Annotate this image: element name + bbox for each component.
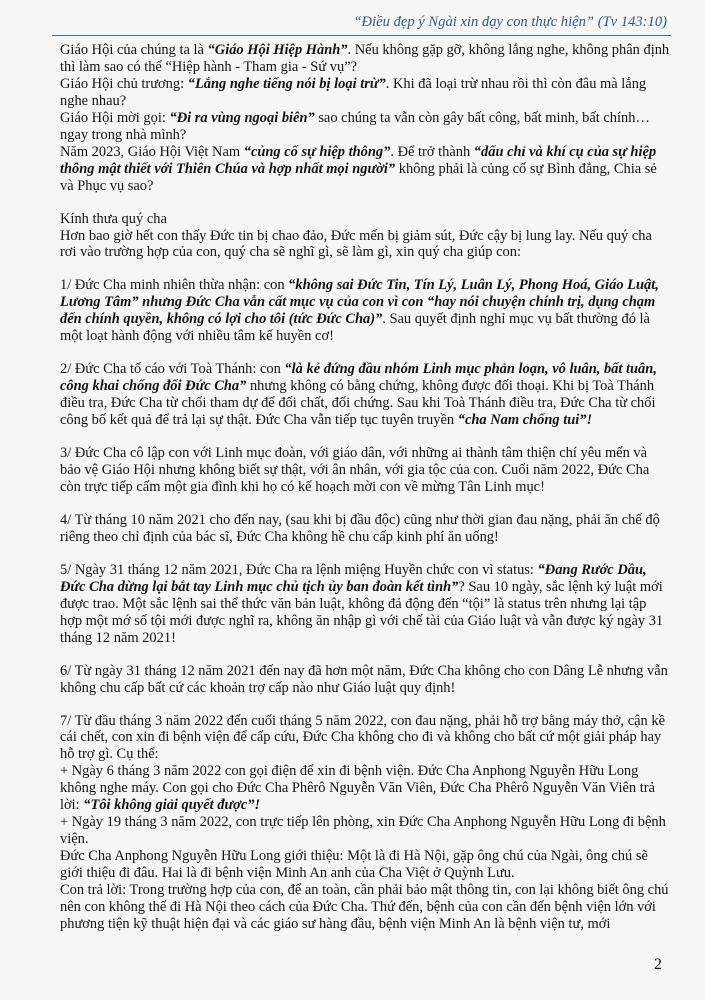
header-divider	[52, 35, 671, 36]
page-number: 2	[654, 956, 662, 973]
list-item-7b: + Ngày 19 tháng 3 năm 2022, con trực tiếp lên phòng, xin Đức Cha Anphong Nguyễn Hữu Long đi bệnh viện.	[60, 814, 666, 848]
list-item-4: 4/ Từ tháng 10 năm 2021 cho đến nay, (sau khi bị đầu độc) cũng như thời gian đau nặng, phải ăn chế độ riêng theo chỉ định của bác sĩ, Đức Cha không hề chu cấp kinh phí ăn uống!	[60, 511, 660, 545]
list-item-3: 3/ Đức Cha cô lập con với Linh mục đoàn, với giáo dân, với những ai thành tâm thiện chí yêu mến và bảo vệ Giáo Hội nhưng không biết sự thật, với ân nhân, với gia tộc của con. Cuối năm 2022, Đức Cha còn trực tiếp cấm một gia đình khi họ có kế hoạch mời con về mừng Tân Linh mục!	[60, 445, 650, 495]
header-quote: “Điều đẹp ý Ngài xin dạy con thực hiện” (Tv 143:10)	[353, 14, 667, 30]
list-item-5: 5/ Ngày 31 tháng 12 năm 2021, Đức Cha ra lệnh miệng Huyền chức con vì status: “Đang Rước Dầu, Đức Cha dừng lại bắt tay Linh mục chủ tịch ủy ban đoàn kết tình”? Sau 10 ngày, sắc lệnh kỷ luật mới được trao. Một sắc lệnh sai thể thức văn bản luật, không đả động đến “tội” là status trên nhưng lại tập hợp một mớ số tội mới được nghĩ ra, không ăn nhập gì với chế tài của Giáo luật và vẫn được ký ngày 31 tháng 12 năm 2021!	[60, 561, 664, 646]
greeting: Kính thưa quý cha	[60, 210, 167, 227]
paragraph-synodal-church: Giáo Hội của chúng ta là “Giáo Hội Hiệp Hành”. Nếu không gặp gỡ, không lắng nghe, không phân định thì làm sao có thể “Hiệp hành - Tham gia - Sứ vụ”?	[60, 42, 670, 75]
list-item-7c: Đức Cha Anphong Nguyễn Hữu Long giới thiệu: Một là đi Hà Nội, gặp ông chú của Ngài, ông chú sẽ giới thiệu đi đâu. Hai là đi bệnh viện Minh An anh của Cha Việt ở Quỳnh Lưu.	[60, 848, 648, 882]
paragraph-listening: Giáo Hội chủ trương: “Lắng nghe tiếng nói bị loại trừ”. Khi đã loại trừ nhau rồi thì còn đâu mà lắng nghe nhau?	[60, 75, 647, 109]
intro-paragraph: Hơn bao giờ hết con thấy Đức tin bị chao đảo, Đức mến bị giảm sút, Đức cậy bị lung lay. Nếu quý cha rơi vào trường hợp của con, quý cha sẽ nghĩ gì, sẽ làm gì, xin quý cha giúp con:	[60, 227, 652, 261]
list-item-6: 6/ Từ ngày 31 tháng 12 năm 2021 đến nay đã hơn một năm, Đức Cha không cho con Dâng Lễ nhưng vẫn không chu cấp bất cứ các khoản trợ cấp nào như Giáo luật quy định!	[60, 662, 668, 696]
list-item-7: 7/ Từ đầu tháng 3 năm 2022 đến cuối tháng 5 năm 2022, con đau nặng, phải hỗ trợ bằng máy thở, cận kề cái chết, con xin đi bệnh viện để cấp cứu, Đức Cha không cho đi và không cho bất cứ một giải pháp hay hỗ trợ gì. Cụ thể:	[60, 712, 666, 763]
paragraph-communion: Năm 2023, Giáo Hội Việt Nam “củng cố sự hiệp thông”. Để trở thành “dấu chỉ và khí cụ của sự hiệp thông mật thiết với Thiên Chúa và hợp nhất mọi người” không phải là củng cố sự Bình đẳng, Chia sẻ và Phục vụ sao?	[60, 143, 657, 194]
list-item-2: 2/ Đức Cha tố cáo với Toà Thánh: con “là kẻ đứng đầu nhóm Linh mục phản loạn, vô luân, bất tuân, công khai chống đối Đức Cha” nhưng không có bằng chứng, không được đối thoại. Khi bị Toà Thánh điều tra, Đức Cha từ chối tham dự để đối chất, đối chứng. Sau khi Toà Thánh điều tra, Đức Cha từ chối công bố kết quả để trả lại sự thật. Đức Cha vẫn tiếp tục tuyên truyền “cha Nam chống tui”!	[60, 361, 657, 429]
list-item-7a: + Ngày 6 tháng 3 năm 2022 con gọi điện để xin đi bệnh viện. Đức Cha Anphong Nguyễn Hữu Long không nghe máy. Con gọi cho Đức Cha Phêrô Nguyễn Văn Viên, Đức Cha Phêrô Nguyễn Văn Viên trả lời: “Tôi không giải quyết được”!	[60, 763, 655, 814]
list-item-7d: Con trả lời: Trong trường hợp của con, để an toàn, cần phải bảo mật thông tin, con lại không biết ông chú nên con không thể đi Hà Nội theo cách của Đức Cha. Thứ đến, bệnh của con cần đến bệnh viện lớn với phương tiện kỹ thuật hiện đại và các giáo sư hàng đầu, bệnh viện Minh An là bệnh viện tư, mới	[60, 882, 669, 932]
list-item-1: 1/ Đức Cha minh nhiên thừa nhận: con “không sai Đức Tin, Tín Lý, Luân Lý, Phong Hoá, Giáo Luật, Lương Tâm” nhưng Đức Cha vẫn cất mục vụ của con vì con “hay nói chuyện chính trị, dụng chạm đến chính quyền, không có lợi cho tôi (tức Đức Cha)”. Sau quyết định nghỉ mục vụ bất thường đó là một loạt hành động với nhiều tâm kế huyền cơ!	[60, 277, 659, 345]
body-text	[60, 42, 670, 933]
paragraph-periphery: Giáo Hội mời gọi: “Đi ra vùng ngoại biên” sao chúng ta vẫn còn gây bất công, bất minh, bất chính… ngay trong nhà mình?	[60, 109, 650, 143]
